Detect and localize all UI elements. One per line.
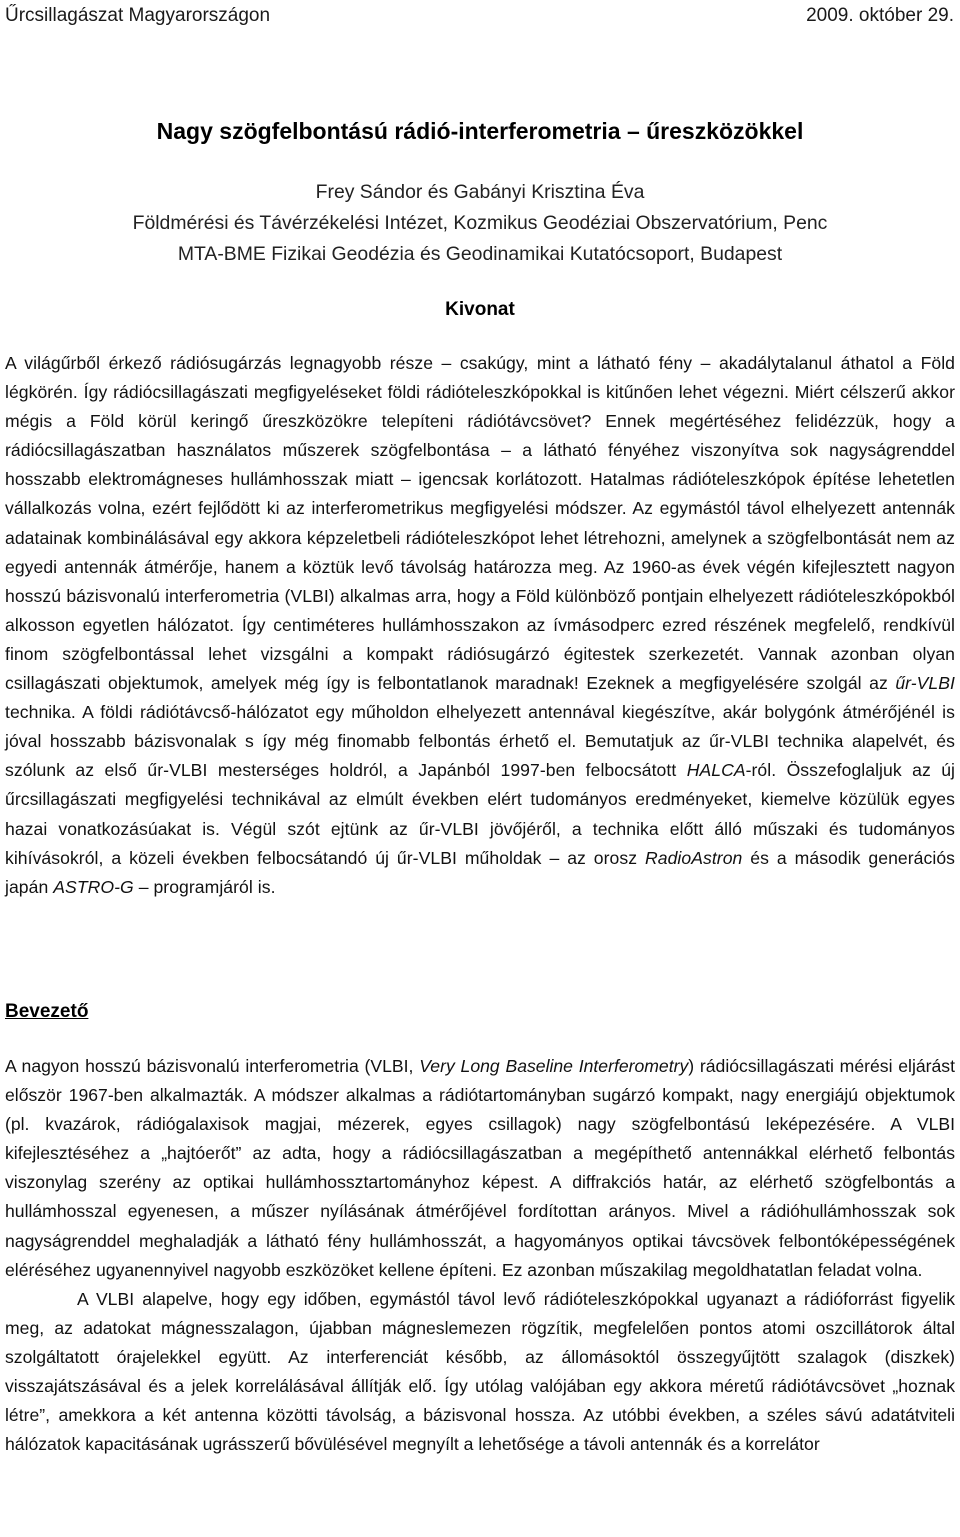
abstract-heading: Kivonat [445, 299, 515, 320]
abstract-text-3: -ról. Összefoglaljuk az új űrcsillagászati megfigyelési technikával az elmúlt években elért tudományos eredményeket, kiemelve közülük egyes hazai vonatkozásúakat is. Végül szót ejtünk az űr-VLBI jövőjéről, a technika előtt álló műszaki és tudományos kihívásokról, a közeli években felbocsátandó új űr-VLBI műholdak – az orosz [5, 760, 955, 868]
abstract-emphasis-halca: HALCA [686, 760, 746, 781]
introduction-body [5, 1052, 955, 1459]
abstract-paragraph [5, 349, 955, 902]
authors-block [0, 177, 960, 270]
abstract-emphasis-astro-g: ASTRO-G [53, 876, 134, 897]
abstract-text-2: technika. A földi rádiótávcső-hálózatot egy műholdon elhelyezett antennával kiegészítve, akár bolygónk átmérőjénél is jóval hosszabb bázisvonalak s így még finomabb felbontás érhető el. Bemutatjuk az űr-VLBI technika alapelvét, és szólunk az első űr-VLBI mesterséges holdról, a Japánból 1997-ben felbocsátott [5, 702, 955, 781]
intro-paragraph-2: A VLBI alapelve, hogy egy időben, egymástól távol levő rádióteleszkópokkal ugyanazt a rádióforrást figyelik meg, az adatokat mágnesszalagon, újabban mágneslemezen rögzítik, megfelelően pontos atomi oszcillátorok által szolgáltatott órajelekkel együtt. Az interferenciát később, az állomásoktól összegyűjtött szalagok (diszkek) visszajátszásával és a jelek korrelálásával állítják elő. Így utólag valójában egy akkora méretű rádiótávcsövet „hoznak létre”, amekkora a két antenna közötti távolság, a bázisvonal hossza. Az utóbbi években, a széles sávú adatátviteli hálózatok kapacitásának ugrásszerű bővülésével megnyílt a lehetősége a távoli antennák és a korrelátor [5, 1288, 955, 1455]
abstract-body [5, 349, 955, 902]
section-heading-introduction: Bevezető [5, 1001, 89, 1022]
author-names: Frey Sándor és Gabányi Krisztina Éva [315, 181, 645, 203]
abstract-emphasis-space-vlbi: űr-VLBI [895, 673, 955, 694]
intro-text-1b: ) rádiócsillagászati mérési eljárást először 1967-ben alkalmazták. A módszer alkalmas a rádiótartományban sugárzó kompakt, nagy energiájú objektumok (pl. kvazárok, rádiógalaxisok magjai, mézerek, egyes csillagok) nagy szögfelbontású leképezésére. A VLBI kifejlesztéséhez a „hajtóerőt” az adta, hogy a rádiócsillagászatban a megépíthető antennákkal elérhető felbontás viszonylag szerény az optikai hullámhossztartományhoz képest. A diffrakciós határ, az elérhető szögfelbontás a hullámhosszal egyenesen, a műszer nyílásának átmérőjével fordítottan arányos. Mivel a rádióhullámhosszak sok nagyságrenddel meghaladják a látható fény hullámhosszát, a hagyományos optikai távcsövek felbontóképességének eléréséhez ugyanennyivel nagyobb eszközöket kellene építeni. Ez azonban műszakilag megoldhatatlan feladat volna. [5, 1056, 955, 1280]
intro-paragraph-1 [5, 1052, 955, 1285]
page-header [5, 3, 954, 29]
abstract-emphasis-radioastron: RadioAstron [645, 847, 743, 868]
header-date: 2009. október 29. [806, 5, 954, 26]
intro-emphasis-vlbi-expansion: Very Long Baseline Interferometry [419, 1056, 689, 1076]
affiliation-2: MTA-BME Fizikai Geodézia és Geodinamikai Kutatócsoport, Budapest [177, 243, 783, 265]
affiliation-1: Földmérési és Távérzékelési Intézet, Kozmikus Geodéziai Obszervatórium, Penc [132, 212, 828, 234]
header-publication: Űrcsillagászat Magyarországon [5, 5, 271, 26]
intro-text-1a: A nagyon hosszú bázisvonalú interferometria (VLBI, [5, 1056, 420, 1076]
abstract-text-5: – programjáról is. [133, 876, 276, 897]
abstract-text-1: A világűrből érkező rádiósugárzás legnagyobb része – csakúgy, mint a látható fény – akadálytalanul áthatol a Föld légkörén. Így rádiócsillagászati megfigyeléseket földi rádióteleszkópokkal is kitűnően lehet végezni. Miért célszerű akkor mégis a Föld körül keringő űreszközökre telepíteni rádiótávcsövet? Ennek megértéséhez felidézzük, hogy a rádiócsillagászatban használatos műszerek szögfelbontása – a látható fényéhez viszonyítva sok nagyságrenddel hosszabb elektromágneses hullámhosszak miatt – igencsak korlátozott. Hatalmas rádióteleszkópok építése lehetetlen vállalkozás volna, ezért fejlődött ki az interferometrikus megfigyelési módszer. Az egymástól távol elhelyezett antennák adatainak kombinálásával egy akkora képzeletbeli rádióteleszkópot lehet létrehozni, amelynek a szögfelbontását nem az egyedi antennák átmérője, hanem a köztük levő távolság határozza meg. Az 1960-as évek végén kifejlesztett nagyon hosszú bázisvonalú interferometria (VLBI) alkalmas arra, hogy a Föld különböző pontjain elhelyezett rádióteleszkópokból alkosson egyetlen hálózatot. Így centiméteres hullámhosszakon az ívmásodperc ezred részének megfelelő, rendkívül finom szögfelbontással lehet vizsgálni a kompakt rádiósugárzó égitestek szerkezetét. Vannak azonban olyan csillagászati objektumok, amelyek még így is felbontatlanok maradnak! Ezeknek a megfigyelésére szolgál az [5, 353, 955, 694]
abstract-text-4: és a második generációs japán [5, 847, 956, 897]
paper-title: Nagy szögfelbontású rádió-interferometria – űreszközökkel [156, 118, 804, 144]
